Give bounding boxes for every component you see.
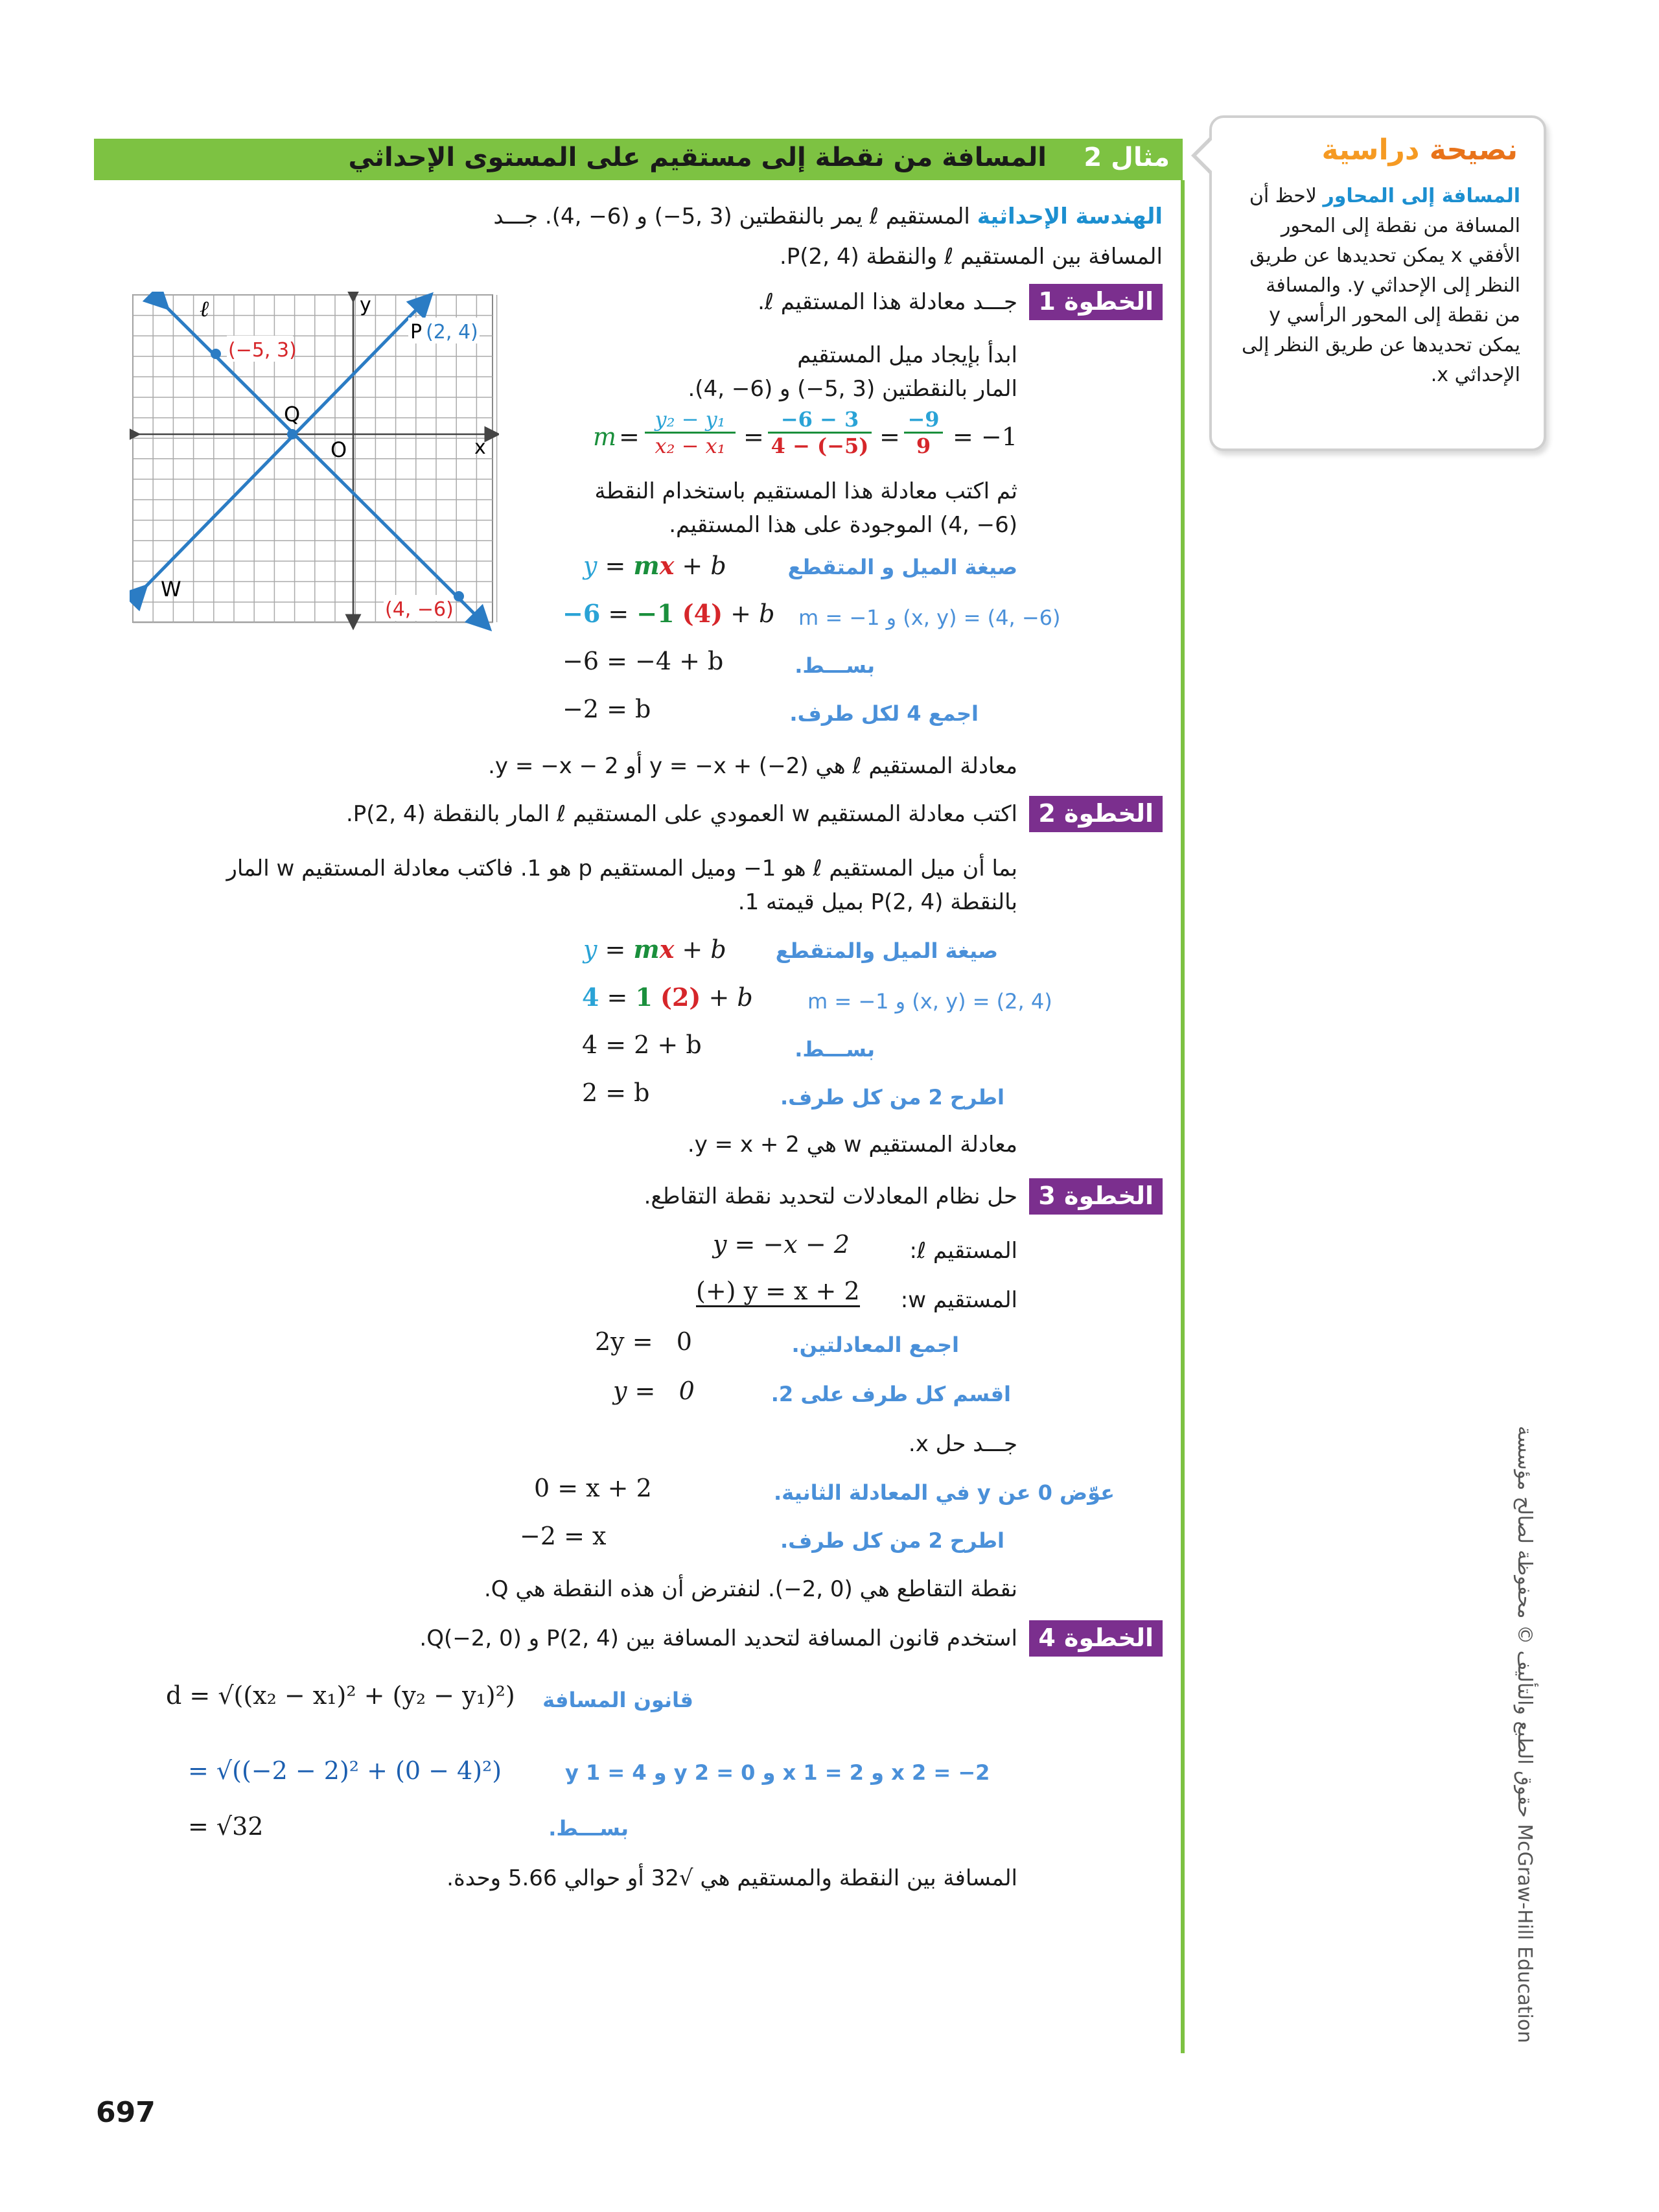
sys-l-eq: y = −x − 2: [713, 1230, 850, 1259]
step1-row1-eq: y = mx + b: [583, 551, 726, 580]
step2-row2-note: m = −1 و (x, y) = (2, 4): [807, 989, 1052, 1014]
sub-eq: 0 = x + 2: [534, 1474, 652, 1502]
step4-badge: الخطوة 4: [1029, 1620, 1163, 1657]
sub-note: عوّض 0 عن y في المعادلة الثانية.: [774, 1480, 1115, 1505]
step1-conclusion: معادلة المستقيم ℓ هي (2−) + y = −x أو y = −x − 2.: [488, 753, 1017, 779]
label-B: (4, −6): [385, 598, 454, 621]
coordinate-graph: [130, 292, 499, 635]
point-A: [211, 349, 221, 359]
label-W: W: [161, 577, 181, 601]
label-P-letter: P: [410, 321, 423, 343]
sys-l-label: المستقيم ℓ:: [909, 1238, 1017, 1264]
distance-line-3-note: بســـط.: [548, 1816, 629, 1841]
slope-eq3: =: [879, 423, 900, 451]
step2-row1-note: صيغة الميل والمتقطع: [775, 938, 998, 963]
div-eq: y = 0: [613, 1377, 695, 1405]
intro-line-2: المسافة بين المستقيم ℓ والنقطة (4 ,2)P.: [779, 244, 1163, 270]
find-x: جـــد حل x.: [908, 1431, 1017, 1457]
distance-line-2: = √((−2 − 2)² + (0 − 4)²): [188, 1756, 502, 1785]
slope-frac3-num: −9: [904, 407, 943, 434]
step2-row4-note: اطرح 2 من كل طرف.: [780, 1085, 1004, 1110]
slope-result: = −1: [953, 423, 1017, 451]
slope-frac2-num: −6 − 3: [768, 407, 872, 434]
page-number: 697: [96, 2096, 156, 2129]
step1-row2-eq: −6 = −1 (4) + b: [563, 599, 775, 628]
step1-row4-note: اجمع 4 لكل طرف.: [789, 701, 979, 726]
step2-badge: الخطوة 2: [1029, 796, 1163, 832]
point-B: [454, 591, 464, 601]
label-y: y: [360, 294, 371, 316]
label-P-coords: (2, 4): [426, 321, 478, 343]
side-rule: [1181, 180, 1185, 2053]
add-note: اجمع المعادلتين.: [791, 1333, 959, 1357]
distance-line-2-note: y 1 = 4 و y 2 = 0 و x 1 = 2 و x 2 = −2: [565, 1760, 990, 1785]
step1-row1-note: صيغة الميل و المتقطع: [787, 555, 1017, 579]
step1-p4: (6− ,4) الموجودة على هذا المستقيم.: [669, 512, 1017, 538]
step2-row4-eq: 2 = b: [582, 1078, 650, 1107]
step4-title: استخدم قانون المسافة لتحديد المسافة بين (4 ,2)P و (0 ,2−)Q.: [419, 1625, 1017, 1651]
step4-conclusion: المسافة بين النقطة والمستقيم هي √32 أو حوالي 5.66 وحدة.: [447, 1865, 1017, 1891]
slope-formula: [593, 407, 1047, 465]
distance-line-1-note: قانون المسافة: [542, 1688, 693, 1712]
sys-w-eq: (+) y = x + 2: [696, 1277, 860, 1307]
copyright-text: حقوق الطبع والتأليف © محفوظة لصالح مؤسسة McGraw-Hill Education: [1513, 1426, 1536, 2043]
label-l: ℓ: [200, 296, 209, 322]
distance-line-3: = √32: [188, 1812, 264, 1841]
slope-m: m: [593, 423, 617, 451]
example-header: [94, 139, 1183, 180]
step2-row3-eq: 4 = 2 + b: [582, 1030, 702, 1059]
step1-row2-note: m = −1 و (x, y) = (4, −6): [798, 605, 1061, 630]
slope-frac3: [904, 407, 943, 458]
example-label: مثال 2: [1084, 143, 1170, 172]
step1-row4-eq: −2 = b: [563, 695, 651, 723]
tip-pointer-inner: [1196, 139, 1213, 172]
step3-badge: الخطوة 3: [1029, 1178, 1163, 1215]
intro-text-1: المستقيم ℓ يمر بالنقطتين (3 ,5−) و (6− ,4). جـــد: [493, 204, 970, 229]
step1-p2: المار بالنقطتين (3 ,5−) و (6− ,4).: [688, 376, 1017, 402]
tip-body: [1235, 181, 1520, 390]
label-x: x: [474, 436, 486, 459]
study-tip-box: [1209, 115, 1546, 451]
example-title: المسافة من نقطة إلى مستقيم على المستوى الإحداثي: [348, 143, 1047, 172]
step2-row2-eq: 4 = 1 (2) + b: [582, 983, 753, 1012]
x-note: اطرح 2 من كل طرف.: [780, 1528, 1004, 1553]
step1-row3-eq: −6 = −4 + b: [563, 647, 724, 675]
tip-title-part2: دراسية: [1321, 134, 1420, 167]
x-eq: −2 = x: [520, 1522, 607, 1550]
add-eq: 2y = 0: [595, 1327, 692, 1356]
step2-title: اكتب معادلة المستقيم w العمودي على المستقيم ℓ المار بالنقطة (4 ,2)P.: [345, 801, 1017, 827]
step3-title: حل نظام المعادلات لتحديد نقطة التقاطع.: [644, 1183, 1017, 1209]
step2-p1: بما أن ميل المستقيم ℓ هو 1− وميل المستقيم p هو 1. فاكتب معادلة المستقيم w المار: [226, 856, 1017, 881]
intro-label: الهندسة الإحداثية: [977, 204, 1163, 229]
point-Q: [287, 429, 297, 439]
slope-frac1: [645, 407, 736, 458]
tip-title-part1: نصيحة: [1429, 134, 1518, 167]
label-P: [410, 321, 478, 343]
step1-p3: ثم اكتب معادلة هذا المستقيم باستخدام النقطة: [594, 478, 1017, 504]
slope-frac3-den: 9: [916, 434, 931, 458]
step1-p1: ابدأ بإيجاد ميل المستقيم: [797, 342, 1017, 368]
label-A: (−5, 3): [228, 339, 297, 362]
sys-w-label: المستقيم w:: [900, 1287, 1017, 1313]
label-Q: Q: [284, 402, 301, 426]
slope-frac1-den: x₂ − x₁: [655, 434, 726, 458]
step2-conclusion: معادلة المستقيم w هي y = x + 2.: [687, 1132, 1017, 1158]
grid: [133, 295, 497, 623]
step1-row3-note: بســـط.: [795, 653, 875, 678]
step1-title: جـــد معادلة هذا المستقيم ℓ.: [758, 289, 1017, 315]
slope-eq1: =: [619, 423, 640, 451]
step3-conclusion: نقطة التقاطع هي (0 ,2−). لنفترض أن هذه النقطة هي Q.: [483, 1576, 1017, 1602]
slope-frac2-den: 4 − (−5): [771, 434, 869, 458]
slope-frac2: [768, 407, 872, 458]
label-O: O: [331, 437, 347, 462]
distance-line-1: d = √((x₂ − x₁)² + (y₂ − y₁)²): [166, 1681, 515, 1710]
step1-badge: الخطوة 1: [1029, 284, 1163, 320]
tip-heading: المسافة إلى المحاور: [1323, 185, 1520, 207]
tip-text: لاحظ أن المسافة من نقطة إلى المحور الأفقي x يمكن تحديدها عن طريق النظر إلى الإحداثي y. والمسافة من نقطة إلى المحور الرأسي y يمكن تحديدها عن طريق النظر إلى الإحداثي x.: [1241, 185, 1520, 386]
intro-line-1: [385, 200, 1163, 233]
step2-row1-eq: y = mx + b: [583, 935, 726, 964]
step2-p2: بالنقطة (4 ,2)P بميل قيمته 1.: [737, 889, 1017, 915]
step2-row3-note: بســـط.: [795, 1037, 875, 1062]
slope-eq2: =: [743, 423, 764, 451]
slope-frac1-num: y₂ − y₁: [645, 407, 736, 434]
tip-title: [1322, 134, 1518, 167]
div-note: اقسم كل طرف على 2.: [771, 1382, 1011, 1406]
